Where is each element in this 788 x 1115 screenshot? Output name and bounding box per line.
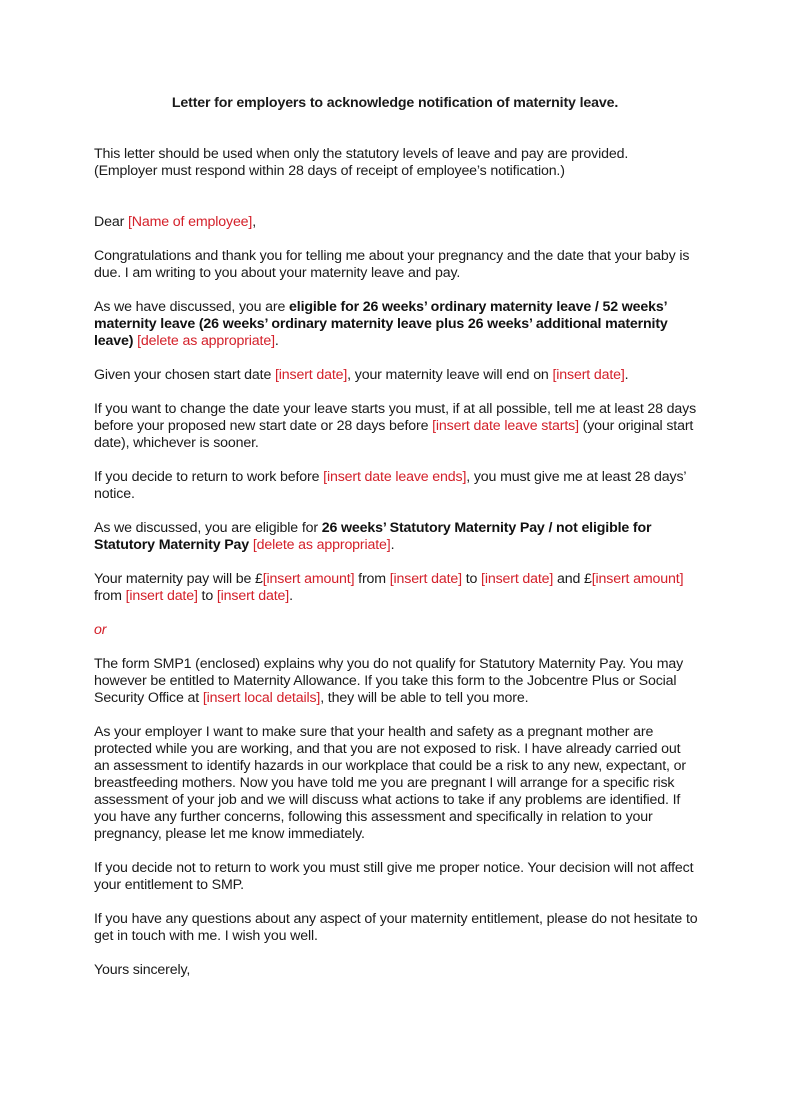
paragraph-eligible-leave — [94, 299, 698, 350]
text: and £ — [553, 571, 592, 587]
paragraph-pay-amount — [94, 571, 698, 605]
placeholder-date-4: [insert date] — [216, 588, 290, 604]
text: . — [274, 333, 279, 349]
text: If you want to change the date your leave starts you must, if at all possible, tell me at least 28 days before your proposed new start date or 28 days before — [94, 401, 697, 434]
placeholder-end-date: [insert date] — [552, 367, 625, 383]
salutation — [94, 214, 698, 231]
text: , they will be able to tell you more. — [320, 690, 529, 706]
text: . — [624, 367, 629, 383]
text: from — [354, 571, 390, 587]
intro-line-1: This letter should be used when only the statutory levels of leave and pay are provided. — [94, 146, 629, 162]
text: Given your chosen start date — [94, 367, 275, 383]
text: As we discussed, you are eligible for — [94, 520, 322, 536]
placeholder-date-3: [insert date] — [125, 588, 198, 604]
placeholder-date-leave-ends: [insert date leave ends] — [323, 469, 467, 485]
text: If you decide to return to work before — [94, 469, 324, 485]
text: . — [390, 537, 395, 553]
placeholder-delete-as-appropriate: [delete as appropriate] — [252, 537, 391, 553]
text: (your original start date), whichever is sooner. — [94, 418, 694, 451]
placeholder-date-leave-starts: [insert date leave starts] — [432, 418, 579, 434]
document-title: Letter for employers to acknowledge notification of maternity leave. — [171, 95, 619, 111]
paragraph-congratulations: Congratulations and thank you for telling me about your pregnancy and the date that your baby is due. I am writing to you about your maternity leave and pay. — [94, 248, 690, 281]
placeholder-employee-name: [Name of employee] — [127, 214, 253, 230]
salutation-prefix: Dear — [94, 214, 128, 230]
or-separator: or — [94, 622, 107, 638]
salutation-suffix: , — [252, 214, 257, 230]
letter-page — [94, 95, 698, 996]
closing: Yours sincerely, — [94, 962, 191, 978]
paragraph-change-date — [94, 401, 698, 452]
leave-options-bold: eligible for 26 weeks’ ordinary maternity leave / 52 weeks’ maternity leave (26 weeks’ ordinary maternity leave plus 26 weeks’ additional maternity leave) — [94, 299, 668, 349]
paragraph-return-early — [94, 469, 698, 503]
text: The form SMP1 (enclosed) explains why you do not qualify for Statutory Maternity Pay. You may however be entitled to Maternity Allowance. If you take this form to the Jobcentre Plus or Social Security Office at — [94, 656, 684, 706]
intro-note — [94, 146, 698, 180]
paragraph-health-safety: As your employer I want to make sure that your health and safety as a pregnant mother are protected while you are working, and that you are not exposed to risk. I have already carried out an assessment to identify hazards in our workplace that could be a risk to any new, expectant, or breastfeeding mothers. Now you have told me you are pregnant I will arrange for a specific risk assessment of your job and we will discuss what actions to take if any problems are identified. If you have any further concerns, following this assessment and specifically in relation to your pregnancy, please let me know immediately. — [94, 724, 686, 842]
paragraph-smp1 — [94, 656, 698, 707]
text: , you must give me at least 28 days’ notice. — [94, 469, 686, 502]
pay-options-bold: 26 weeks’ Statutory Maternity Pay / not eligible for Statutory Maternity Pay — [94, 520, 652, 553]
text: As we have discussed, you are — [94, 299, 290, 315]
placeholder-amount-2: [insert amount] — [591, 571, 684, 587]
paragraph-eligible-pay — [94, 520, 698, 554]
paragraph-questions: If you have any questions about any aspect of your maternity entitlement, please do not hesitate to get in touch with me. I wish you well. — [94, 911, 698, 944]
intro-line-2: (Employer must respond within 28 days of receipt of employee’s notification.) — [94, 163, 565, 179]
placeholder-date-1: [insert date] — [389, 571, 462, 587]
paragraph-start-date — [94, 367, 698, 384]
placeholder-date-2: [insert date] — [481, 571, 554, 587]
paragraph-not-return: If you decide not to return to work you must still give me proper notice. Your decision will not affect your entitlement to SMP. — [94, 860, 694, 893]
placeholder-local-details: [insert local details] — [202, 690, 321, 706]
text: to — [461, 571, 482, 587]
text: Your maternity pay will be £ — [94, 571, 263, 587]
text: . — [289, 588, 293, 604]
text: from — [94, 588, 126, 604]
text: , your maternity leave will end on — [347, 367, 553, 383]
placeholder-start-date: [insert date] — [274, 367, 348, 383]
text: to — [197, 588, 217, 604]
placeholder-amount-1: [insert amount] — [262, 571, 355, 587]
placeholder-delete-as-appropriate: [delete as appropriate] — [137, 333, 275, 349]
